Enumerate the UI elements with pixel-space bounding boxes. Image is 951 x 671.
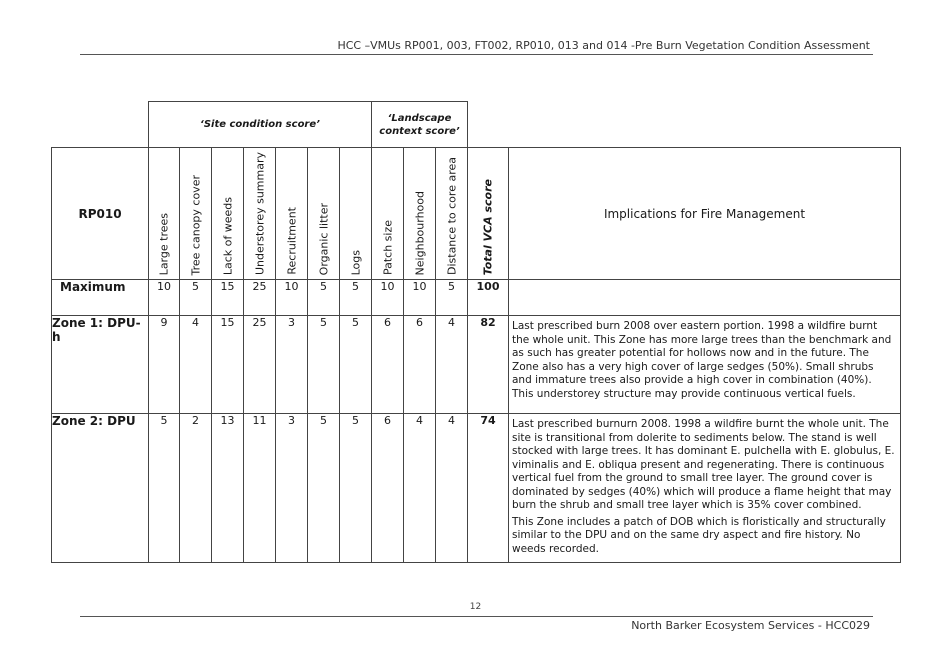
cell-value: 15 (212, 280, 244, 316)
cell-value: 6 (404, 316, 436, 414)
cell-value: 5 (308, 280, 340, 316)
implications-paragraph: This Zone includes a patch of DOB which is floristically and structurally similar to the DPU and on the same dry aspect and fire history. No weeds recorded. (512, 515, 886, 555)
cell-value: 10 (149, 280, 180, 316)
site-condition-group-header: ‘Site condition score’ (149, 102, 372, 148)
footer-divider (80, 616, 873, 617)
cell-value: 3 (276, 316, 308, 414)
row-label: Maximum (52, 280, 149, 316)
column-header-total-vca-score: Total VCA score (468, 148, 509, 280)
implications-paragraph: Last prescribed burnurn 2008. 1998 a wildfire burnt the whole unit. The site is transitional from dolerite to sediments below. The stand is well stocked with large trees. It has dominant E. pulchella with E. globulus, E. viminalis and E. obliqua present and regenerating. There is continuous vertical fuel from the ground to small tree layer. The ground cover is dominated by sedges (40%) which will produce a flame height that may burn the shrub and small tree layer which is 35% cover combined. (512, 418, 895, 511)
table-corner-label: RP010 (52, 148, 149, 280)
cell-value: 13 (212, 414, 244, 563)
document-footer: North Barker Ecosystem Services - HCC029 (631, 619, 870, 632)
column-header-understorey-summary: Understorey summary (244, 148, 276, 280)
implications-paragraph: Last prescribed burn 2008 over eastern portion. 1998 a wildfire burnt the whole unit. This Zone has more large trees than the benchmark and as such has greater potential for hollows now and in the future. The Zone also has a very high cover of large sedges (50%). Small shrubs and immature trees also provide a high cover in combination (40%). This understorey structure may provide continuous vertical fuels. (512, 320, 892, 400)
column-header-neighbourhood: Neighbourhood (404, 148, 436, 280)
header-divider (80, 54, 873, 55)
column-header-lack-of-weeds: Lack of weeds (212, 148, 244, 280)
cell-value: 4 (436, 414, 468, 563)
cell-value: 5 (149, 414, 180, 563)
cell-total: 74 (468, 414, 509, 563)
cell-value: 15 (212, 316, 244, 414)
cell-value: 10 (276, 280, 308, 316)
document-header: HCC –VMUs RP001, 003, FT002, RP010, 013 and 014 -Pre Burn Vegetation Condition Assessment (337, 39, 870, 52)
row-label: Zone 1: DPU-h (52, 316, 149, 414)
table-row-zone-1 (52, 316, 901, 414)
cell-value: 5 (436, 280, 468, 316)
column-header-organic-litter: Organic litter (308, 148, 340, 280)
row-label: Zone 2: DPU (52, 414, 149, 563)
cell-value: 9 (149, 316, 180, 414)
cell-value: 5 (180, 280, 212, 316)
cell-value: 10 (372, 280, 404, 316)
column-header-recruitment: Recruitment (276, 148, 308, 280)
cell-value: 5 (308, 414, 340, 563)
column-header-distance-to-core-area: Distance to core area (436, 148, 468, 280)
cell-total: 82 (468, 316, 509, 414)
cell-implications (509, 316, 901, 414)
cell-value: 11 (244, 414, 276, 563)
column-header-tree-canopy-cover: Tree canopy cover (180, 148, 212, 280)
cell-value: 5 (340, 316, 372, 414)
cell-value: 25 (244, 280, 276, 316)
cell-value: 25 (244, 316, 276, 414)
table-row-maximum (52, 280, 901, 316)
column-header-large-trees: Large trees (149, 148, 180, 280)
landscape-context-group-header: ‘Landscape context score’ (372, 102, 468, 148)
table-row-zone-2 (52, 414, 901, 563)
cell-value: 4 (180, 316, 212, 414)
implications-column-header: Implications for Fire Management (509, 148, 901, 280)
cell-implications (509, 414, 901, 563)
cell-value: 6 (372, 316, 404, 414)
blank-corner (52, 102, 149, 148)
cell-value: 4 (404, 414, 436, 563)
cell-total: 100 (468, 280, 509, 316)
cell-value: 6 (372, 414, 404, 563)
cell-value: 10 (404, 280, 436, 316)
cell-value: 5 (308, 316, 340, 414)
cell-value: 2 (180, 414, 212, 563)
blank-header-space (468, 102, 901, 148)
vca-score-table (51, 101, 901, 563)
cell-value: 3 (276, 414, 308, 563)
cell-value: 5 (340, 280, 372, 316)
cell-value: 5 (340, 414, 372, 563)
column-header-logs: Logs (340, 148, 372, 280)
cell-value: 4 (436, 316, 468, 414)
cell-implications-empty (509, 280, 901, 316)
page-number: 12 (469, 602, 482, 612)
column-header-patch-size: Patch size (372, 148, 404, 280)
